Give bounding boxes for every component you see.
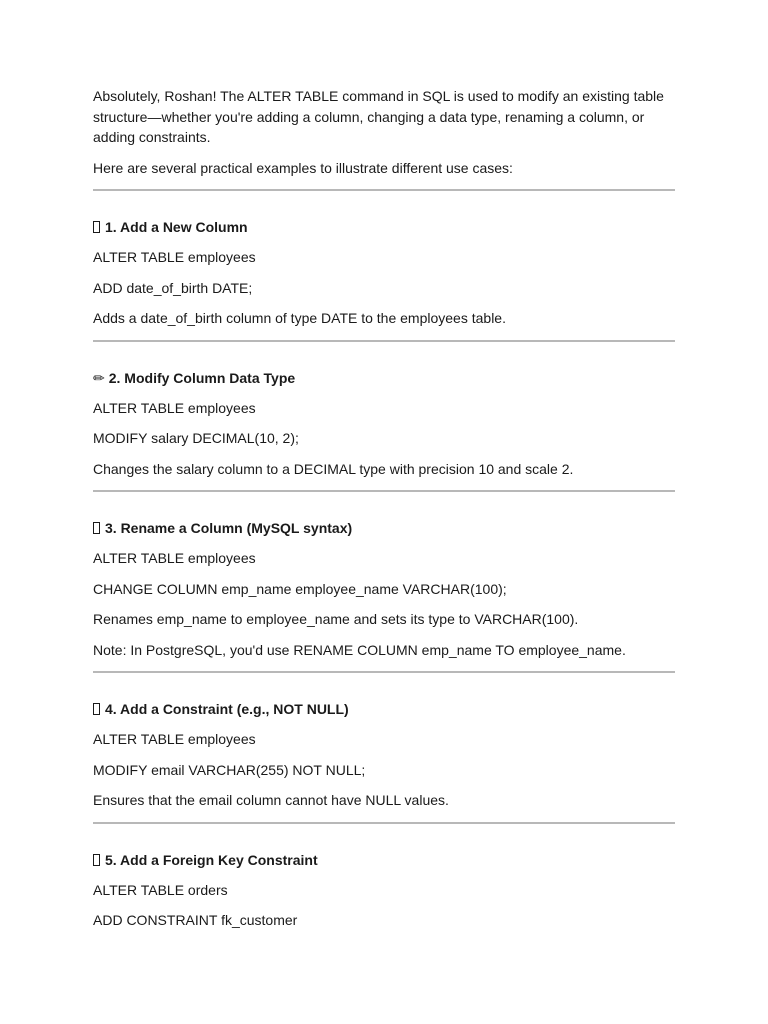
code-line: CHANGE COLUMN emp_name employee_name VARCHAR(100); [93,580,507,597]
code-line: ADD date_of_birth DATE; [93,279,253,296]
description: Renames emp_name to employee_name and sets its type to VARCHAR(100). [93,611,579,627]
section-title: 2. Modify Column Data Type [108,369,296,386]
section-heading [93,368,675,388]
document-page [93,86,675,931]
code-line: MODIFY email VARCHAR(255) NOT NULL; [93,761,366,778]
section-add-constraint [93,673,675,811]
pencil-icon: ✏ [93,369,105,386]
section-heading [93,217,675,237]
code-line: ALTER TABLE employees [93,249,256,265]
intro-paragraph: Absolutely, Roshan! The ALTER TABLE command in SQL is used to modify an existing table structure—whether you're adding a column, changing a data type, renaming a column, or adding constraints. [93,88,664,145]
description: Adds a date_of_birth column of type DATE to the employees table. [93,310,506,326]
section-title: 5. Add a Foreign Key Constraint [105,851,318,868]
section-title: 3. Rename a Column (MySQL syntax) [105,520,353,536]
description: Changes the salary column to a DECIMAL type with precision 10 and scale 2. [93,460,574,477]
section-heading [93,699,675,719]
missing-glyph-icon [93,703,100,715]
section-modify-type [93,342,675,480]
intro-lead: Here are several practical examples to illustrate different use cases: [93,159,513,176]
section-rename-column [93,492,675,660]
section-title: 1. Add a New Column [105,219,248,235]
code-line: MODIFY salary DECIMAL(10, 2); [93,430,299,446]
code-line: ADD CONSTRAINT fk_customer [93,912,298,928]
section-heading [93,518,675,538]
code-line: ALTER TABLE employees [93,399,256,416]
description: Ensures that the email column cannot have NULL values. [93,792,449,808]
code-line: ALTER TABLE employees [93,550,256,566]
section-foreign-key [93,824,675,931]
section-title: 4. Add a Constraint (e.g., NOT NULL) [105,701,349,717]
missing-glyph-icon [93,221,100,233]
section-add-column [93,191,675,329]
missing-glyph-icon [93,854,100,866]
code-line: ALTER TABLE orders [93,881,228,898]
section-heading [93,850,675,870]
note: Note: In PostgreSQL, you'd use RENAME COLUMN emp_name TO employee_name. [93,641,626,658]
missing-glyph-icon [93,522,100,534]
code-line: ALTER TABLE employees [93,731,256,747]
